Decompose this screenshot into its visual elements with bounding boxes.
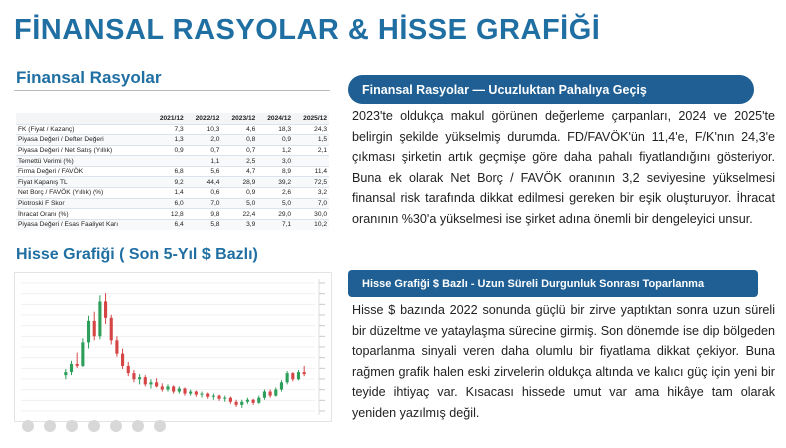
ratios-row <box>16 209 329 220</box>
ratios-cell: 6,8 <box>150 166 186 177</box>
candle-up <box>274 389 277 395</box>
candle-up <box>246 400 249 402</box>
ratios-body <box>16 124 329 230</box>
ratios-cell: 9,8 <box>186 209 222 220</box>
candle-down <box>93 321 96 336</box>
candle-down <box>172 386 175 391</box>
ratios-cell: 22,4 <box>221 209 257 220</box>
stock-chart-svg <box>15 273 333 423</box>
ratios-row <box>16 145 329 156</box>
ratios-cell: 9,2 <box>150 177 186 188</box>
candle-down <box>206 394 209 397</box>
chart-commentary-title: Hisse Grafiği $ Bazlı - Uzun Süreli Durgunluk Sonrası Toparlanma <box>362 277 705 290</box>
candle-down <box>104 301 107 317</box>
ratios-row <box>16 166 329 177</box>
ratios-cell: 10,3 <box>186 124 222 135</box>
ratios-cell: 30,0 <box>293 209 329 220</box>
ratios-row-label: Net Borç / FAVÖK (Yıllık) (%) <box>16 188 150 199</box>
candle-down <box>76 364 79 366</box>
ratios-row-label: Temettü Verimi (%) <box>16 156 150 167</box>
ratios-row-label: Piyasa Değeri / Defter Değeri <box>16 135 150 146</box>
ratios-row-label: Piyasa Değeri / Net Satış (Yıllık) <box>16 145 150 156</box>
ratios-cell: 72,5 <box>293 177 329 188</box>
ratios-cell: 1,3 <box>150 135 186 146</box>
candle-up <box>98 301 101 336</box>
ratios-cell: 44,4 <box>186 177 222 188</box>
ratios-cell: 5,6 <box>186 166 222 177</box>
candle-down <box>195 392 198 395</box>
candle-down <box>132 373 135 379</box>
ratios-cell: 2,1 <box>293 145 329 156</box>
ratios-cell: 3,2 <box>293 188 329 199</box>
candle-up <box>81 342 84 366</box>
slide-dot[interactable] <box>22 420 34 432</box>
candle-down <box>217 396 220 399</box>
ratios-cell: 28,9 <box>221 177 257 188</box>
candle-up <box>263 392 266 398</box>
candle-down <box>229 398 232 402</box>
ratios-cell: 12,8 <box>150 209 186 220</box>
ratios-row <box>16 135 329 146</box>
ratios-row <box>16 188 329 199</box>
ratios-row <box>16 219 329 230</box>
chart-heading: Hisse Grafiği ( Son 5-Yıl $ Bazlı) <box>16 246 258 263</box>
ratios-cell: 5,8 <box>186 219 222 230</box>
ratios-cell: 3,0 <box>257 156 293 167</box>
ratios-cell: 0,9 <box>257 135 293 146</box>
ratios-cell: 7,3 <box>150 124 186 135</box>
slide-dot[interactable] <box>88 420 100 432</box>
ratios-row <box>16 124 329 135</box>
ratios-row-label: İhracat Oranı (%) <box>16 209 150 220</box>
ratios-cell: 1,4 <box>150 188 186 199</box>
ratios-cell: 11,4 <box>293 166 329 177</box>
candle-up <box>64 372 67 375</box>
ratios-commentary-text: 2023'te oldukça makul görünen değerleme çarpanları, 2024 ve 2025'te belirgin şekilde yükselmiş durumda. FD/FAVÖK'ün 11,4'e, F/K'nın 24,3'e çıkması şirketin artık geçmişe göre daha pahalı fiyatlandığını gösteriyor. Buna ek olarak Net Borç / FAVÖK oranının 3,2 seviyesine yükselmesi finansal risk tarafında dikkat edilmesi gereken bir eşik oluşturuyor. İhracat oranının %30'a yükselmesi ise şirket adına önemli bir dengeleyici unsur. <box>352 109 775 226</box>
ratios-cell: 0,6 <box>186 188 222 199</box>
slide-dot[interactable] <box>110 420 122 432</box>
ratios-divider <box>14 90 330 91</box>
ratios-col-header: 2024/12 <box>257 113 293 124</box>
ratios-cell: 0,7 <box>186 145 222 156</box>
ratios-cell: 2,5 <box>221 156 257 167</box>
candle-down <box>144 377 147 384</box>
ratios-col-header: 2025/12 <box>293 113 329 124</box>
ratios-heading: Finansal Rasyolar <box>16 68 162 87</box>
ratios-cell: 7,0 <box>186 198 222 209</box>
ratios-cell: 10,2 <box>293 219 329 230</box>
candle-down <box>303 372 306 374</box>
slide-dot[interactable] <box>66 420 78 432</box>
ratios-cell: 7,1 <box>257 219 293 230</box>
candle-up <box>70 364 73 372</box>
slide-dot[interactable] <box>44 420 56 432</box>
ratios-row-label: Piyasa Değeri / Esas Faaliyet Karı <box>16 219 150 230</box>
ratios-commentary-band <box>348 75 754 104</box>
ratios-cell: 1,2 <box>257 145 293 156</box>
ratios-row-label: Fiyat Kapanış TL <box>16 177 150 188</box>
ratios-cell: 4,6 <box>221 124 257 135</box>
ratios-cell: 39,2 <box>257 177 293 188</box>
ratios-header-label <box>16 113 150 124</box>
ratios-col-header: 2023/12 <box>221 113 257 124</box>
ratios-col-header: 2021/12 <box>150 113 186 124</box>
candle-up <box>189 392 192 394</box>
ratios-row-label: Firma Değeri / FAVÖK <box>16 166 150 177</box>
ratios-row <box>16 156 329 167</box>
candle-up <box>166 386 169 389</box>
candle-up <box>280 382 283 389</box>
chart-commentary-text: Hisse $ bazında 2022 sonunda güçlü bir zirve yaptıktan sonra uzun süreli bir düzeltme ve yataylaşma sürecine girmiş. Son dönemde ise dip bölgeden toparlanma sinyali veren daha olumlu bir fiyatlama dikkat çekiyor. Buna rağmen grafik halen eski zirvelerin oldukça altında ve kalıcı güç için yeni bir teyide ihtiyaç var. Kısacası hissede umut var ama hikâye tam olarak yeniden yazılmış değil. <box>352 303 775 420</box>
candle-up <box>178 388 181 391</box>
ratios-cell: 18,3 <box>257 124 293 135</box>
candle-down <box>252 400 255 403</box>
candle-down <box>183 388 186 393</box>
ratios-cell: 1,1 <box>186 156 222 167</box>
ratios-cell: 5,0 <box>221 198 257 209</box>
candle-down <box>291 373 294 379</box>
ratios-row <box>16 177 329 188</box>
stock-chart <box>14 272 332 422</box>
candle-up <box>149 382 152 384</box>
candle-up <box>257 398 260 403</box>
candle-down <box>110 318 113 341</box>
ratios-cell: 0,9 <box>221 188 257 199</box>
candle-up <box>138 377 141 379</box>
ratios-cell: 24,3 <box>293 124 329 135</box>
ratios-row <box>16 198 329 209</box>
ratios-row-label: FK (Fiyat / Kazanç) <box>16 124 150 135</box>
ratios-row-label: Piotroski F Skor <box>16 198 150 209</box>
ratios-col-header: 2022/12 <box>186 113 222 124</box>
page-title: FİNANSAL RASYOLAR & HİSSE GRAFİĞİ <box>14 14 601 46</box>
chart-commentary-band <box>348 270 758 297</box>
candle-down <box>121 354 124 366</box>
ratios-cell: 8,9 <box>257 166 293 177</box>
candle-down <box>235 402 238 405</box>
ratios-cell <box>150 156 186 167</box>
ratios-cell: 4,7 <box>221 166 257 177</box>
candle-up <box>297 372 300 379</box>
candle-down <box>269 392 272 396</box>
ratios-cell: 6,4 <box>150 219 186 230</box>
ratios-cell: 0,8 <box>221 135 257 146</box>
candle-up <box>286 373 289 382</box>
ratios-cell <box>293 156 329 167</box>
ratios-cell: 29,0 <box>257 209 293 220</box>
candle-up <box>240 402 243 405</box>
ratios-table <box>16 113 329 230</box>
ratios-cell: 0,7 <box>221 145 257 156</box>
ratios-header-row <box>16 113 329 124</box>
candle-down <box>127 366 130 373</box>
ratios-cell: 1,5 <box>293 135 329 146</box>
ratios-cell: 5,0 <box>257 198 293 209</box>
slide-dot[interactable] <box>154 420 166 432</box>
candle-up <box>212 396 215 397</box>
ratios-commentary-title: Finansal Rasyolar — Ucuzluktan Pahalıya Geçiş <box>362 82 647 97</box>
candle-up <box>87 321 90 343</box>
ratios-cell: 2,0 <box>186 135 222 146</box>
ratios-cell: 0,9 <box>150 145 186 156</box>
candle-down <box>161 386 164 389</box>
candle-up <box>200 394 203 395</box>
ratios-cell: 3,9 <box>221 219 257 230</box>
ratios-cell: 6,0 <box>150 198 186 209</box>
ratios-cell: 2,6 <box>257 188 293 199</box>
candle-down <box>115 340 118 353</box>
ratios-cell: 7,0 <box>293 198 329 209</box>
slide-dot[interactable] <box>132 420 144 432</box>
candle-down <box>155 382 158 386</box>
candle-up <box>223 398 226 399</box>
